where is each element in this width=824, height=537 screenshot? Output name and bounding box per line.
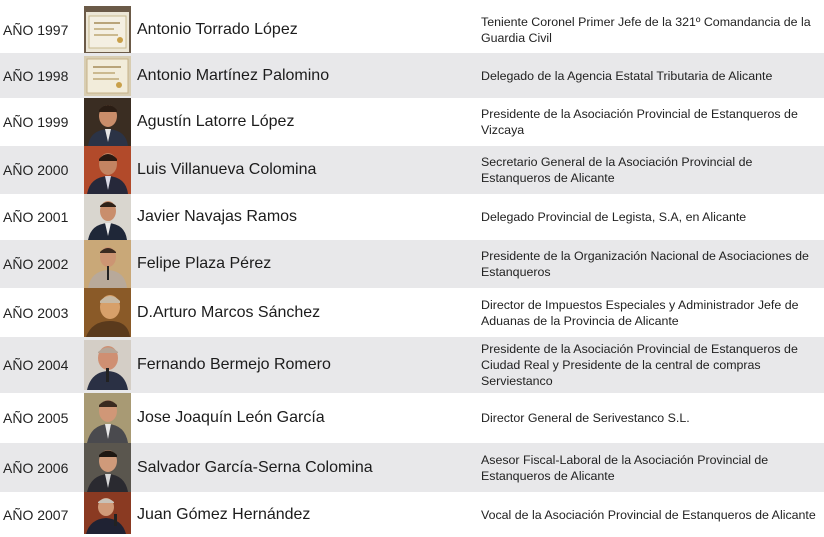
- table-row: [0, 194, 824, 240]
- person-description: Delegado de la Agencia Estatal Tributaria de Alicante: [481, 68, 773, 83]
- person-description: Presidente de la Asociación Provincial de Estanqueros de Vizcaya: [481, 107, 798, 137]
- person-description: Teniente Coronel Primer Jefe de la 321º Comandancia de la Guardia Civil: [481, 14, 811, 45]
- portrait-photo: [84, 146, 131, 194]
- portrait-photo: [84, 240, 131, 288]
- table-row: [0, 337, 824, 393]
- certificate-photo: [84, 6, 131, 56]
- person-name: Agustín Latorre López: [137, 113, 295, 130]
- person-description: Delegado Provincial de Legista, S.A, en Alicante: [481, 210, 747, 224]
- person-name: Antonio Martínez Palomino: [137, 66, 330, 84]
- portrait-photo: [84, 443, 131, 492]
- year-label: AÑO 1997: [3, 21, 69, 38]
- table-row: [0, 6, 824, 53]
- person-name: Fernando Bermejo Romero: [137, 356, 331, 373]
- portrait-photo: [84, 98, 131, 146]
- person-name: Juan Gómez Hernández: [137, 505, 311, 523]
- portrait-photo: [84, 393, 131, 443]
- year-label: AÑO 2000: [3, 162, 69, 178]
- person-description: Director General de Serivestanco S.L.: [481, 411, 690, 425]
- person-description: Presidente de la Organización Nacional de Asociaciones de Estanqueros: [481, 249, 809, 279]
- year-label: AÑO 2001: [3, 209, 69, 225]
- person-name: Javier Navajas Ramos: [137, 208, 298, 225]
- person-name: Antonio Torrado López: [137, 20, 298, 38]
- year-label: AÑO 1999: [3, 114, 69, 130]
- year-label: AÑO 2006: [3, 459, 69, 476]
- table-row: [0, 492, 824, 537]
- year-label: AÑO 2005: [3, 410, 69, 426]
- table-row: [0, 146, 824, 194]
- portrait-photo: [84, 288, 131, 337]
- person-name: Felipe Plaza Pérez: [137, 255, 272, 272]
- table-row: [0, 240, 824, 288]
- table-row: [0, 393, 824, 443]
- portrait-photo: [84, 492, 131, 534]
- person-description: Vocal de la Asociación Provincial de Estanqueros de Alicante: [481, 507, 816, 522]
- portrait-photo: [84, 340, 131, 390]
- year-label: AÑO 1998: [3, 67, 69, 84]
- person-description: Secretario General de la Asociación Provincial de Estanqueros de Alicante: [481, 155, 753, 185]
- table-row: [0, 443, 824, 492]
- person-name: Salvador García-Serna Colomina: [137, 458, 373, 476]
- year-label: AÑO 2003: [3, 304, 69, 321]
- person-name: D.Arturo Marcos Sánchez: [137, 303, 321, 321]
- table-row: [0, 288, 824, 337]
- year-label: AÑO 2004: [3, 357, 69, 373]
- table-row: [0, 53, 824, 98]
- year-label: AÑO 2002: [3, 256, 69, 272]
- certificate-photo: [84, 56, 131, 96]
- person-name: Luis Villanueva Colomina: [137, 161, 317, 178]
- year-label: AÑO 2007: [3, 506, 69, 523]
- person-description: Asesor Fiscal-Laboral de la Asociación Provincial de Estanqueros de Alicante: [481, 452, 769, 483]
- portrait-photo: [84, 194, 131, 240]
- person-description: Director de Impuestos Especiales y Administrador Jefe de Aduanas de la Provincia de Alicante: [481, 297, 799, 328]
- table-row: [0, 98, 824, 146]
- person-name: Jose Joaquín León García: [137, 409, 325, 426]
- person-description: Presidente de la Asociación Provincial de Estanqueros de Ciudad Real y Presidente de la central de compras Serviestanco: [481, 342, 798, 388]
